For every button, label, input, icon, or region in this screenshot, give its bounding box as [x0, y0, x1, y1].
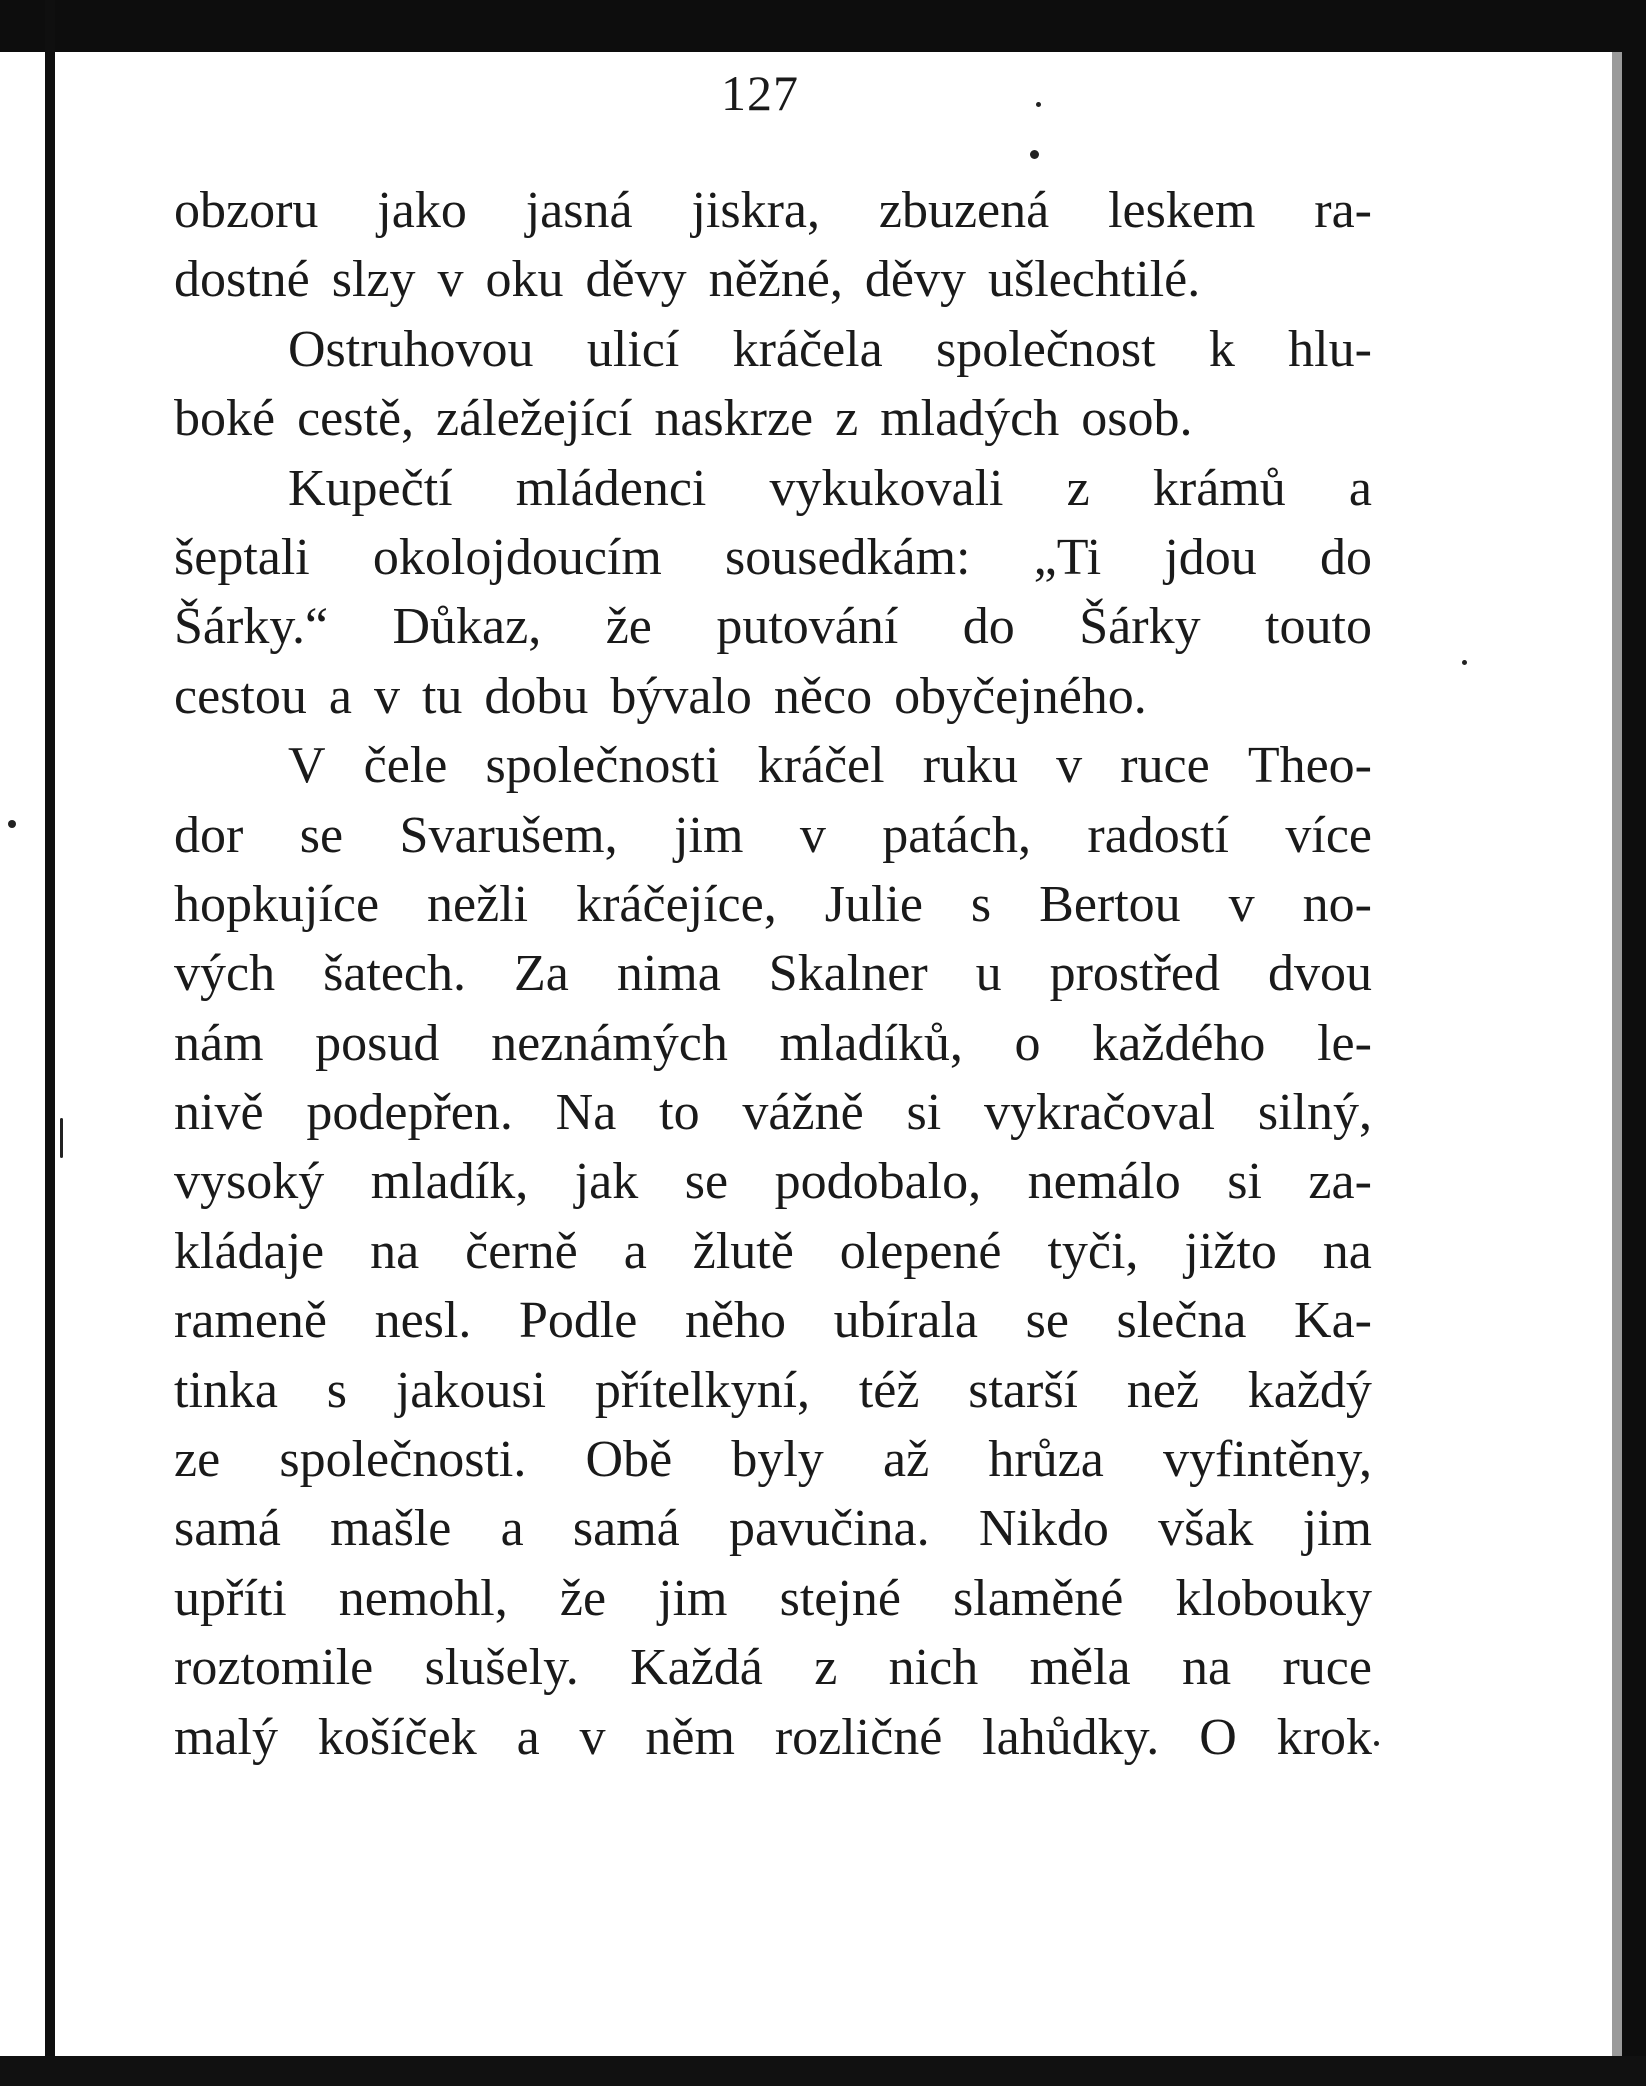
- scan-speck: [8, 820, 16, 828]
- text-line: dor se Svarušem, jim v patách, radostí více: [174, 806, 1372, 864]
- text-line: roztomile slušely. Každá z nich měla na ruce: [174, 1639, 1372, 1697]
- text-line: V čele společnosti kráčel ruku v ruce Theo-: [288, 737, 1372, 795]
- text-line: nám posud neznámých mladíků, o každého le-: [174, 1014, 1372, 1072]
- text-line: boké cestě, záležející naskrze z mladých osob.: [174, 390, 1193, 448]
- scan-speck: [60, 1118, 63, 1158]
- text-line: dostné slzy v oku děvy něžné, děvy ušlechtilé.: [174, 251, 1201, 309]
- scan-speck: [1374, 1741, 1379, 1746]
- scan-right-border: [1622, 52, 1646, 2086]
- text-line: hopkujíce nežli kráčejíce, Julie s Bertou v no-: [174, 875, 1372, 933]
- text-line: vých šatech. Za nima Skalner u prostřed dvou: [174, 945, 1372, 1003]
- text-line: Šárky.“ Důkaz, že putování do Šárky touto: [174, 598, 1372, 656]
- text-line: Ostruhovou ulicí kráčela společnost k hlu-: [288, 320, 1372, 378]
- scan-top-border: [0, 0, 1646, 52]
- text-line: ze společnosti. Obě byly až hrůza vyfintěny,: [174, 1431, 1372, 1489]
- scan-speck: [1036, 102, 1041, 107]
- scan-right-shadow: [1612, 52, 1622, 2086]
- text-line: malý košíček a v něm rozličné lahůdky. O krok: [174, 1708, 1372, 1766]
- scan-speck: [1462, 660, 1467, 665]
- text-line: cestou a v tu dobu bývalo něco obyčejného.: [174, 667, 1147, 725]
- body-text: [174, 176, 1372, 1772]
- text-line: nivě podepřen. Na to vážně si vykračoval silný,: [174, 1084, 1372, 1142]
- text-line: šeptali okolojdoucím sousedkám: „Ti jdou do: [174, 528, 1372, 586]
- text-line: upříti nemohl, že jim stejné slaměné klobouky: [174, 1569, 1372, 1627]
- text-line: obzoru jako jasná jiskra, zbuzená leskem ra-: [174, 182, 1372, 239]
- scan-bottom-border: [0, 2056, 1646, 2086]
- text-line: rameně nesl. Podle něho ubírala se slečna Ka-: [174, 1292, 1372, 1350]
- page-number: 127: [721, 65, 799, 121]
- text-line: Kupečtí mládenci vykukovali z krámů a: [288, 459, 1372, 517]
- text-line: samá mašle a samá pavučina. Nikdo však jim: [174, 1500, 1372, 1558]
- scan-speck: [1030, 150, 1039, 159]
- text-line: vysoký mladík, jak se podobalo, nemálo si za-: [174, 1153, 1372, 1211]
- text-line: tinka s jakousi přítelkyní, též starší než každý: [174, 1361, 1372, 1419]
- text-line: kládaje na černě a žlutě olepené tyči, jižto na: [174, 1222, 1372, 1280]
- scan-left-border: [45, 0, 55, 2086]
